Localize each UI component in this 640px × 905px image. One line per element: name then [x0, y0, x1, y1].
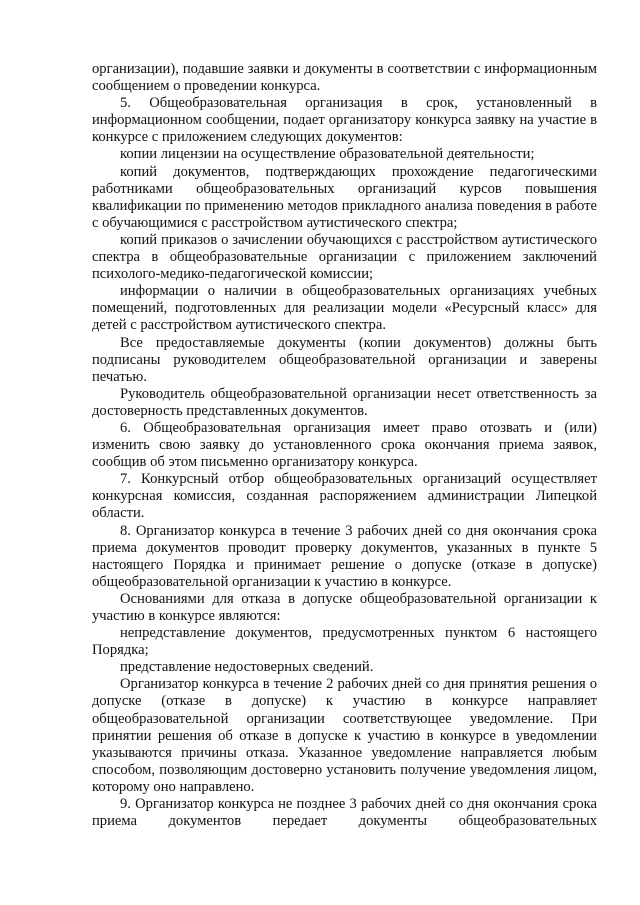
paragraph-signature-requirement: Все предоставляемые документы (копии документов) должны быть подписаны руководителем общеобразовательной организации и заверены печатью. — [92, 334, 597, 385]
paragraph-continuation: организации), подавшие заявки и документы в соответствии с информационным сообщением о проведении конкурса. — [92, 61, 597, 95]
paragraph-notification: Организатор конкурса в течение 2 рабочих дней со дня принятия решения о допуске (отказе в допуске) к участию в конкурсе направляет общеобразовательной организации соответствующее уведомление. При принятии решения об отказе в допуске к участию в конкурсе в уведомлении указываются причины отказа. Указанное уведомление направляется любым способом, позволяющим достоверно установить получение уведомления лицом, которому оно направлено. — [92, 676, 597, 795]
paragraph-item-6: 6. Общеобразовательная организация имеет право отозвать и (или) изменить свою заявку до установленного срока окончания приема заявок, сообщив об этом письменно организатору конкурса. — [92, 419, 597, 471]
paragraph-refusal-ground-2: представление недостоверных сведений. — [120, 659, 374, 676]
paragraph-responsibility: Руководитель общеобразовательной организации несет ответственность за достоверность представленных документов. — [92, 385, 597, 419]
paragraph-classroom-info: информации о наличии в общеобразовательных организациях учебных помещений, подготовленных для реализации модели «Ресурсный класс» для детей с расстройством аутистического спектра. — [92, 283, 597, 334]
paragraph-item-5: 5. Общеобразовательная организация в срок, установленный в информационном сообщении, подает организатору конкурса заявку на участие в конкурсе с приложением следующих документов: — [92, 95, 597, 146]
paragraph-item-8: 8. Организатор конкурса в течение 3 рабочих дней со дня окончания срока приема документов проводит проверку документов, указанных в пункте 5 настоящего Порядка и принимает решение о допуске (отказе в допуске) общеобразовательной организации к участию в конкурсе. — [92, 522, 597, 590]
document-page — [92, 61, 597, 830]
paragraph-refusal-ground-1: непредставление документов, предусмотренных пунктом 6 настоящего Порядка; — [92, 625, 597, 659]
paragraph-refusal-grounds: Основаниями для отказа в допуске общеобразовательной организации к участию в конкурсе являются: — [92, 590, 597, 624]
paragraph-license-copies: копии лицензии на осуществление образовательной деятельности; — [120, 146, 535, 163]
paragraph-training-documents: копий документов, подтверждающих прохождение педагогическими работниками общеобразовательных организаций курсов повышения квалификации по применению методов прикладного анализа поведения в работе с обучающимися с расстройством аутистического спектра; — [92, 163, 597, 231]
paragraph-enrollment-orders: копий приказов о зачислении обучающихся с расстройством аутистического спектра в общеобразовательные организации с приложением заключений психолого-медико-педагогической комиссии; — [92, 231, 597, 283]
paragraph-item-7: 7. Конкурсный отбор общеобразовательных организаций осуществляет конкурсная комиссия, созданная распоряжением администрации Липецкой области. — [92, 471, 597, 522]
paragraph-item-9: 9. Организатор конкурса не позднее 3 рабочих дней со дня окончания срока приема документов передает документы общеобразовательных — [92, 796, 597, 830]
